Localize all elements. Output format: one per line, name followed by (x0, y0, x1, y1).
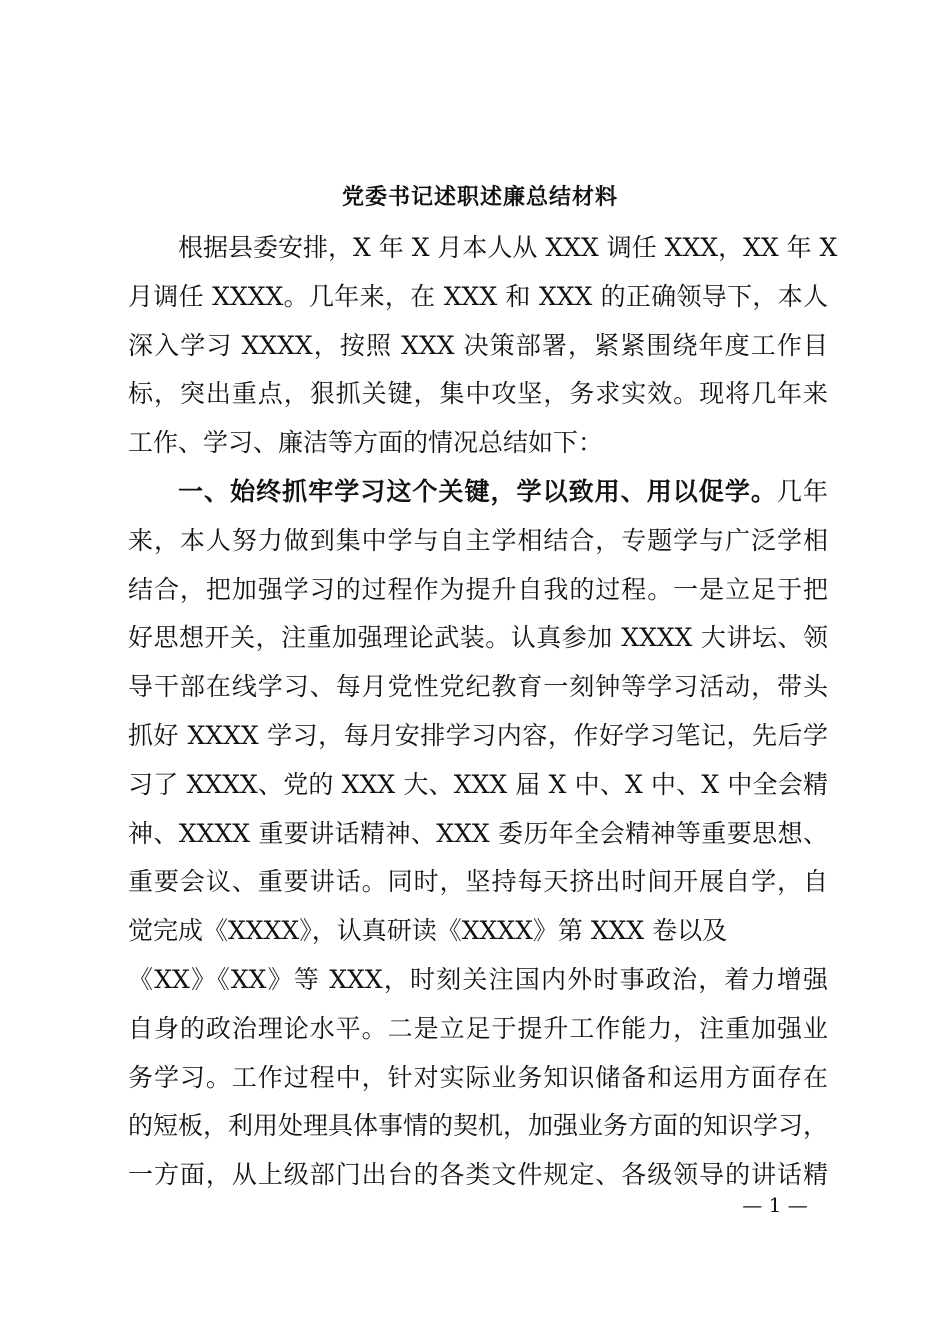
paragraph-line: 结合，把加强学习的过程作为提升自我的过程。一是立足于把 (128, 574, 828, 604)
paragraph-line: 工作、学习、廉洁等方面的情况总结如下： (128, 428, 604, 458)
paragraph-line: 标，突出重点，狠抓关键，集中攻坚，务求实效。现将几年来 (128, 379, 828, 409)
paragraph-line: 自身的政治理论水平。二是立足于提升工作能力，注重加强业 (128, 1013, 828, 1043)
paragraph-line: 重要会议、重要讲话。同时，坚持每天挤出时间开展自学，自 (128, 867, 828, 897)
section-heading: 一、始终抓牢学习这个关键，学以致用、用以促学。 (178, 476, 777, 506)
paragraph-line: 觉完成《XXXX》，认真研读《XXXX》第 XXX 卷以及 (128, 916, 728, 946)
paragraph-line: 一方面，从上级部门出台的各类文件规定、各级领导的讲话精 (128, 1160, 828, 1190)
paragraph-line: 《XX》《XX》等 XXX，时刻关注国内外时事政治，着力增强 (128, 964, 828, 994)
document-title: 党委书记述职述廉总结材料 (341, 184, 618, 210)
paragraph-line: 好思想开关，注重加强理论武装。认真参加 XXXX 大讲坛、领 (128, 623, 828, 653)
page-number: — 1 — (742, 1193, 808, 1217)
paragraph-line: 的短板，利用处理具体事情的契机，加强业务方面的知识学习， (128, 1111, 829, 1141)
paragraph-line: 神、XXXX 重要讲话精神、XXX 委历年全会精神等重要思想、 (128, 818, 828, 848)
paragraph-line: 抓好 XXXX 学习，每月安排学习内容，作好学习笔记，先后学 (128, 720, 828, 750)
section-heading-line (128, 468, 828, 517)
paragraph-line: 导干部在线学习、每月党性党纪教育一刻钟等学习活动，带头 (128, 672, 828, 702)
paragraph-line: 来，本人努力做到集中学与自主学相结合，专题学与广泛学相 (128, 525, 828, 555)
paragraph-line: 月调任 XXXX。几年来，在 XXX 和 XXX 的正确领导下，本人 (128, 281, 828, 311)
paragraph-line: 习了 XXXX、党的 XXX 大、XXX 届 X 中、X 中、X 中全会精 (128, 769, 828, 799)
paragraph-line: 务学习。工作过程中，针对实际业务知识储备和运用方面存在 (128, 1062, 828, 1092)
paragraph-line: 深入学习 XXXX，按照 XXX 决策部署，紧紧围绕年度工作目 (128, 330, 828, 360)
document-body (128, 224, 838, 1200)
section-heading-tail: 几年 (776, 476, 828, 506)
paragraph-line: 根据县委安排，X 年 X 月本人从 XXX 调任 XXX，XX 年 X (178, 233, 838, 262)
